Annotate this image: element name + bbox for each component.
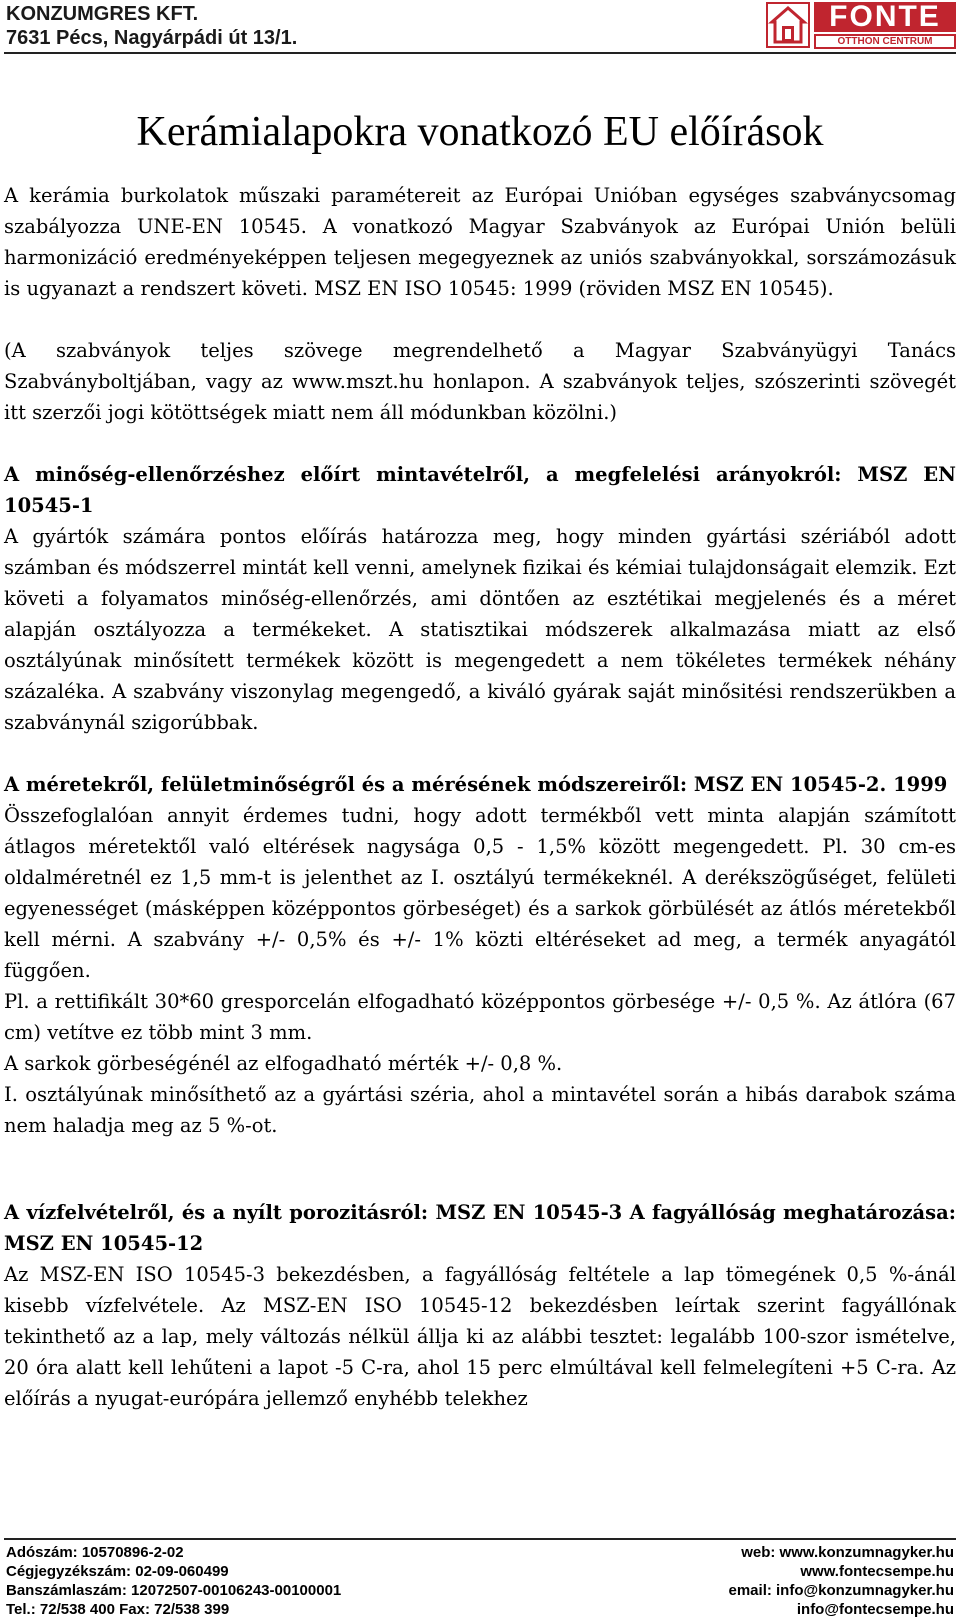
section-paragraph: A sarkok görbeségénél az elfogadható mérték +/- 0,8 %. bbox=[4, 1052, 563, 1075]
page-footer bbox=[0, 1538, 960, 1621]
company-block bbox=[6, 2, 297, 50]
company-registration: Cégjegyzékszám: 02-09-060499 bbox=[6, 1563, 229, 1580]
bank-account: Banszámlaszám: 12072507-00106243-00100001 bbox=[6, 1582, 342, 1599]
website-link[interactable]: www.fontecsempe.hu bbox=[800, 1563, 954, 1580]
fonte-logo bbox=[766, 2, 956, 50]
footer-divider bbox=[4, 1538, 956, 1540]
footer-contacts bbox=[729, 1543, 955, 1619]
section-heading: A minőség-ellenőrzéshez előírt mintavételről, a megfelelési arányokról: MSZ EN 10545-1 bbox=[4, 463, 956, 517]
note-paragraph: (A szabványok teljes szövege megrendelhető a Magyar Szabványügyi Tanács Szabványboltjában, vagy az www.mszt.hu honlapon. A szabványok teljes, szószerinti szövegét itt szerzői jogi kötöttségek miatt nem áll módunkban közölni.) bbox=[4, 339, 956, 424]
email-link[interactable]: email: info@konzumnagyker.hu bbox=[728, 1582, 954, 1599]
footer-company-details bbox=[6, 1543, 341, 1619]
section-heading: A méretekről, felületminőségről és a mérésének módszereiről: MSZ EN 10545-2. 1999 bbox=[4, 773, 948, 796]
company-address: 7631 Pécs, Nagyárpádi út 13/1. bbox=[6, 27, 298, 49]
email-link[interactable]: info@fontecsempe.hu bbox=[796, 1601, 954, 1618]
house-logo-icon bbox=[766, 2, 810, 48]
logo-subtitle: OTTHON CENTRUM bbox=[814, 34, 956, 49]
section-body: Összefoglalóan annyit érdemes tudni, hogy adott termékből vett minta alapján számított átlagos méretektől való eltérések nagysága 0,5 - 1,5% között megengedett. Pl. 30 cm-es oldalméretnél ez 1,5 mm-t is jelenthet az I. osztályú termékeknél. A derékszögűséget, felületi egyenességet (másképpen középpontos görbeséget) és a sarkok görbülését az átlós méretekből kell mérni. A szabvány +/- 0,5% és +/- 1% közti eltéréseket ad meg, a termék anyagától függően. bbox=[4, 804, 956, 982]
section-water-absorption bbox=[4, 1197, 956, 1414]
company-name: KONZUMGRES KFT. bbox=[6, 3, 199, 25]
header-divider bbox=[4, 52, 956, 54]
intro-paragraph: A kerámia burkolatok műszaki paramétereit az Európai Unióban egységes szabványcsomag szabályozza UNE-EN 10545. A vonatkozó Magyar Szabványok az Európai Unión belüli harmonizáció eredményeképpen teljesen megegyeznek az uniós szabványokkal, sorszámozásuk is ugyanazt a rendszert követi. MSZ EN ISO 10545: 1999 (röviden MSZ EN 10545). bbox=[4, 184, 956, 300]
tax-number: Adószám: 10570896-2-02 bbox=[6, 1544, 184, 1561]
page-title: Kerámialapokra vonatkozó EU előírások bbox=[136, 109, 824, 155]
logo-wordmark: FONTE bbox=[814, 2, 956, 32]
website-link[interactable]: web: www.konzumnagyker.hu bbox=[741, 1544, 954, 1561]
section-dimensions bbox=[4, 769, 956, 986]
section-sampling bbox=[4, 459, 956, 738]
section-body: Az MSZ-EN ISO 10545-3 bekezdésben, a fagyállóság feltétele a lap tömegének 0,5 %-ánál kisebb vízfelvétele. Az MSZ-EN ISO 10545-12 bekezdésben leírtak szerint fagyállónak tekinthető az a lap, mely változás nélkül állja ki az alábbi tesztet: legalább 100-szor ismételve, 20 óra alatt kell lehűteni a lapot -5 C-ra, ahol 15 perc elmúltával kell felmelegíteni +5 C-ra. Az előírás a nyugat-európára jellemző enyhébb telekhez bbox=[4, 1263, 956, 1410]
section-paragraph: I. osztályúnak minősíthető az a gyártási széria, ahol a mintavétel során a hibás darabok száma nem haladja meg az 5 %-ot. bbox=[4, 1083, 956, 1137]
section-body: A gyártók számára pontos előírás határozza meg, hogy minden gyártási szériából adott számban és módszerrel mintát kell venni, amelynek fizikai és kémiai tulajdonságait elemzik. Ezt követi a folyamatos minőség-ellenőrzés, ami döntően az esztétikai megjelenés és a méret alapján osztályozza a termékeket. A statisztikai módszerek alkalmazása miatt az első osztályúnak minősített termékek között is megengedett a nem tökéletes termékek néhány százaléka. A szabvány viszonylag megengedő, a kiváló gyárak saját minősitési rendszerükben a szabványnál szigorúbbak. bbox=[4, 525, 956, 734]
section-paragraph: Pl. a rettifikált 30*60 gresporcelán elfogadható középpontos görbesége +/- 0,5 %. Az átlóra (67 cm) vetítve ez több mint 3 mm. bbox=[4, 990, 956, 1044]
page-header bbox=[0, 0, 960, 56]
section-heading: A vízfelvételről, és a nyílt porozitásról: MSZ EN 10545-3 A fagyállóság meghatározása: MSZ EN 10545-12 bbox=[4, 1201, 956, 1255]
phone-fax: Tel.: 72/538 400 Fax: 72/538 399 bbox=[6, 1601, 230, 1618]
document-body bbox=[4, 62, 956, 1414]
